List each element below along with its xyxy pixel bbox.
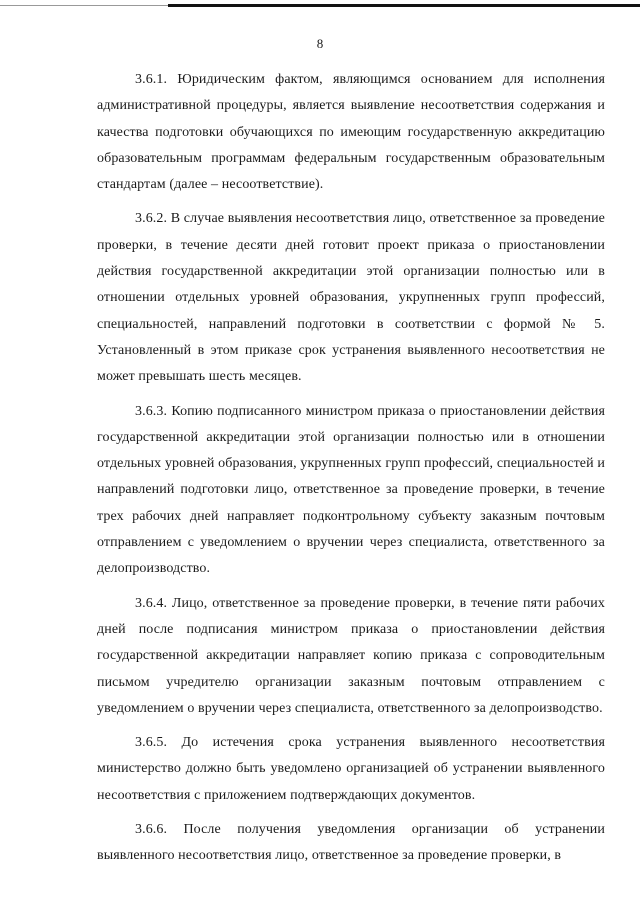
paragraph-3-6-3: 3.6.3. Копию подписанного министром приказа о приостановлении действия государственной аккредитации этой организации полностью или в отношении отдельных уровней образования, укрупненных групп профессий, специальностей и направлений подготовки лицо, ответственное за проведение проверки, в течение трех рабочих дней направляет подконтрольному субъекту заказным почтовым отправлением с уведомлением о вручении через специалиста, ответственного за делопроизводство. — [97, 403, 605, 577]
document-body — [97, 67, 605, 878]
paragraph-3-6-4: 3.6.4. Лицо, ответственное за проведение проверки, в течение пяти рабочих дней после подписания министром приказа о приостановлении действия государственной аккредитации направляет копию приказа с сопроводительным письмом учредителю организации заказным почтовым отправлением с уведомлением о вручении через специалиста, ответственного за делопроизводство. — [97, 595, 605, 716]
page-number: 8 — [316, 36, 324, 51]
paragraph-3-6-6: 3.6.6. После получения уведомления организации об устранении выявленного несоответствия лицо, ответственное за проведение проверки, в — [97, 822, 605, 864]
paragraph-3-6-5: 3.6.5. До истечения срока устранения выявленного несоответствия министерство должно быть уведомлено организацией об устранении выявленного несоответствия с приложением подтверждающих документов. — [97, 735, 605, 803]
paragraph-3-6-2: 3.6.2. В случае выявления несоответствия лицо, ответственное за проведение проверки, в течение десяти дней готовит проект приказа о приостановлении действия государственной аккредитации этой организации полностью или в отношении отдельных уровней образования, укрупненных групп профессий, специальностей, направлений подготовки в соответствии с формой № 5. Установленный в этом приказе срок устранения выявленного несоответствия не может превышать шесть месяцев. — [97, 211, 605, 385]
top-border-line — [168, 4, 640, 7]
paragraph-3-6-1: 3.6.1. Юридическим фактом, являющимся основанием для исполнения административной процедуры, является выявление несоответствия содержания и качества подготовки обучающихся по имеющим государственную аккредитацию образовательным программам федеральным государственным образовательным стандартам (далее – несоответствие). — [97, 72, 605, 193]
